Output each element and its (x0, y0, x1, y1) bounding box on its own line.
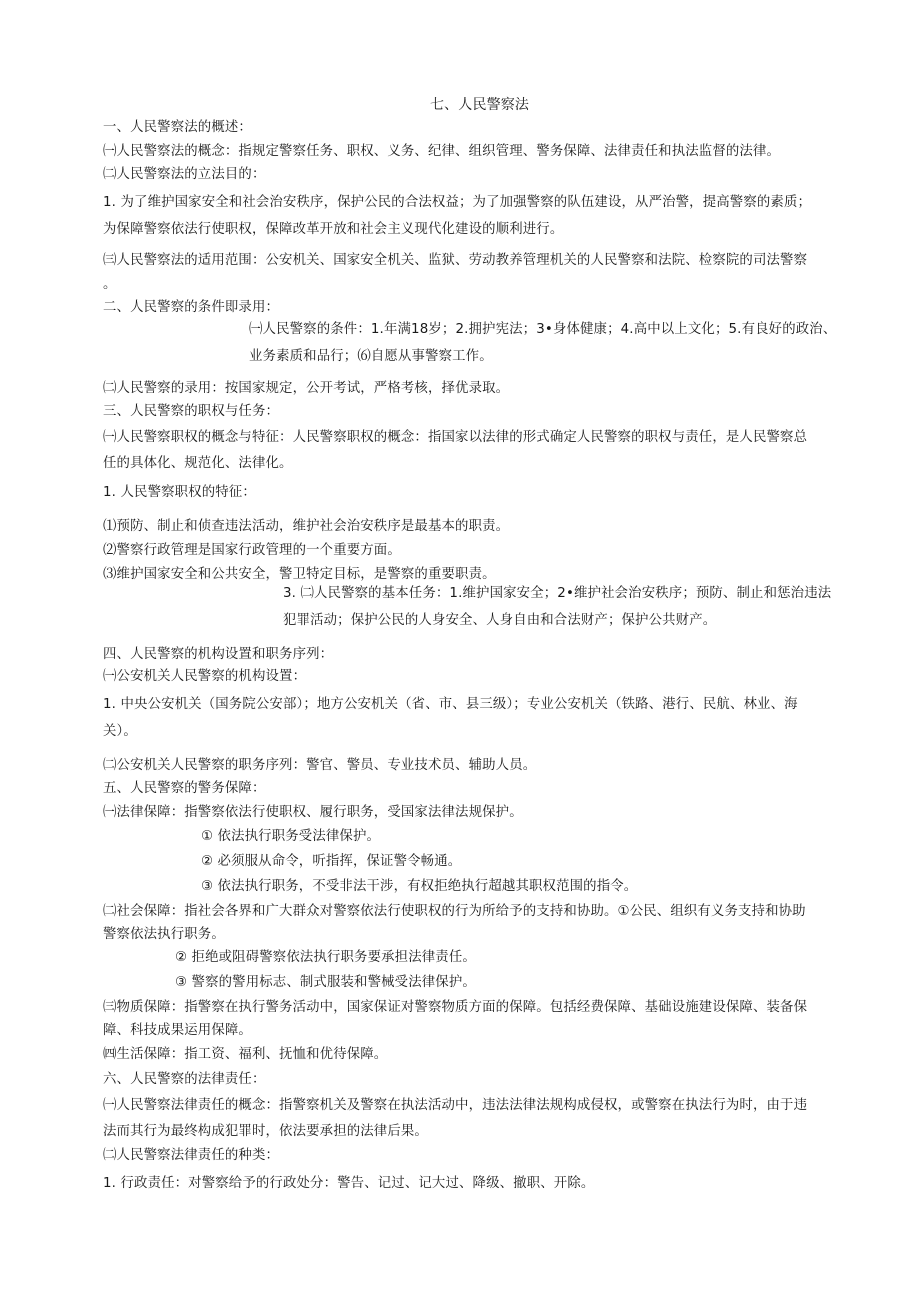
paragraph-line: ㈢人民警察法的适用范围：公安机关、国家安全机关、监狱、劳动教养管理机关的人民警察和法院、检察院的司法警察 (103, 253, 808, 268)
paragraph-line: 3. ㈡人民警察的基本任务：1.维护国家安全；2•维护社会治安秩序；预防、制止和惩治违法 (283, 586, 832, 601)
paragraph-line: 1. 中央公安机关（国务院公安部）；地方公安机关（省、市、县三级）；专业公安机关（铁路、港行、民航、林业、海 (103, 697, 798, 712)
list-item: ② 拒绝或阻碍警察依法执行职务要承担法律责任。 (175, 950, 476, 965)
paragraph-line: 。 (103, 277, 117, 292)
list-item: ③ 依法执行职务，不受非法干涉，有权拒绝执行超越其职权范围的指令。 (201, 879, 638, 894)
list-item: ② 必须服从命令，听指挥，保证警令畅通。 (201, 854, 462, 869)
section-heading: 六、人民警察的法律责任： (103, 1072, 266, 1087)
list-item: ① 依法执行职务受法律保护。 (201, 829, 381, 844)
paragraph-line: ㈡人民警察法律责任的种类： (103, 1148, 280, 1163)
paragraph-line: ㈠公安机关人民警察的机构设置： (103, 669, 307, 684)
paragraph-line: 关）。 (103, 724, 137, 739)
paragraph-line: ㈠人民警察的条件：1.年满18岁；2.拥护宪法；3•身体健康；4.高中以上文化；5.有良好的政治、 (249, 322, 837, 337)
paragraph-line: ㈢物质保障：指警察在执行警务活动中，国家保证对警察物质方面的保障。包括经费保障、基础设施建设保障、装备保 (103, 1000, 808, 1015)
paragraph-line: 警察依法执行职务。 (103, 927, 225, 942)
paragraph-line: 1. 人民警察职权的特征： (103, 485, 256, 500)
page-title: 七、人民警察法 (430, 97, 530, 113)
paragraph-line: ㈠法律保障：指警察依法行使职权、履行职务，受国家法律法规保护。 (103, 805, 523, 820)
paragraph-line: ㈡人民警察的录用：按国家规定，公开考试，严格考核，择优录取。 (103, 381, 510, 396)
section-heading: 三、人民警察的职权与任务： (103, 404, 280, 419)
paragraph-line: ㈡社会保障：指社会各界和广大群众对警察依法行使职权的行为所给予的支持和协助。①公民、组织有义务支持和协助 (103, 904, 806, 919)
paragraph-line: 为保障警察依法行使职权，保障改革开放和社会主义现代化建设的顺利进行。 (103, 222, 564, 237)
paragraph-line: 任的具体化、规范化、法律化。 (103, 456, 293, 471)
paragraph-line: ㈡人民警察法的立法目的： (103, 167, 266, 182)
paragraph-line: ㈠人民警察职权的概念与特征：人民警察职权的概念：指国家以法律的形式确定人民警察的职权与责任，是人民警察总 (103, 430, 808, 445)
paragraph-line: ㈠人民警察法律责任的概念：指警察机关及警察在执法活动中，违法法律法规构成侵权，或警察在执法行为时，由于违 (103, 1098, 808, 1113)
paragraph-line: ㈣生活保障：指工资、福利、抚恤和优待保障。 (103, 1047, 388, 1062)
section-heading: 五、人民警察的警务保障： (103, 781, 266, 796)
section-heading: 四、人民警察的机构设置和职务序列： (103, 647, 334, 662)
paragraph-line: ⑴预防、制止和侦查违法活动，维护社会治安秩序是最基本的职责。 (103, 519, 510, 534)
paragraph-line: 法而其行为最终构成犯罪时，依法要承担的法律后果。 (103, 1124, 428, 1139)
section-heading: 一、人民警察法的概述： (103, 120, 252, 135)
paragraph-line: 障、科技成果运用保障。 (103, 1023, 252, 1038)
paragraph-line: ㈠人民警察法的概念：指规定警察任务、职权、义务、纪律、组织管理、警务保障、法律责任和执法监督的法律。 (103, 144, 781, 159)
paragraph-line: 犯罪活动；保护公民的人身安全、人身自由和合法财产；保护公共财产。 (283, 613, 717, 628)
paragraph-line: ⑵警察行政管理是国家行政管理的一个重要方面。 (103, 543, 401, 558)
paragraph-line: 1. 行政责任：对警察给予的行政处分：警告、记过、记大过、降级、撤职、开除。 (103, 1176, 595, 1191)
paragraph-line: 1. 为了维护国家安全和社会治安秩序，保护公民的合法权益；为了加强警察的队伍建设，从严治警，提高警察的素质； (103, 195, 812, 210)
paragraph-line: ⑶维护国家安全和公共安全，警卫特定目标，是警察的重要职责。 (103, 567, 496, 582)
section-heading: 二、人民警察的条件即录用： (103, 300, 280, 315)
paragraph-line: 业务素质和品行；⑹自愿从事警察工作。 (249, 349, 493, 364)
list-item: ③ 警察的警用标志、制式服装和警械受法律保护。 (175, 975, 476, 990)
paragraph-line: ㈡公安机关人民警察的职务序列：警官、警员、专业技术员、辅助人员。 (103, 758, 537, 773)
